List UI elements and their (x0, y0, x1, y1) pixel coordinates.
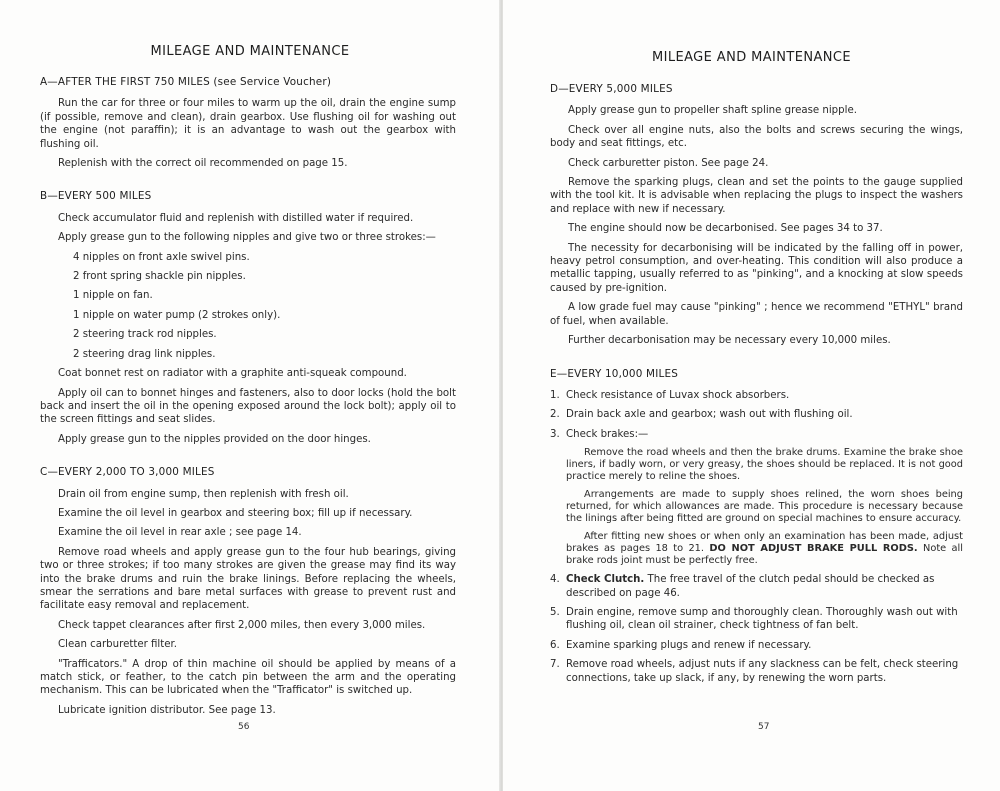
nipple-item: 2 front spring shackle pin nipples. (73, 271, 246, 283)
brake-warning: DO NOT ADJUST BRAKE PULL RODS. (709, 543, 918, 555)
paragraph: Apply oil can to bonnet hinges and fasteners, also to door locks (hold the bolt back and insert the oil in the opening exposed around the lock bolt); apply oil to the screen fittings and seat slides. (40, 387, 456, 426)
left-page-body (40, 76, 456, 717)
item-number: 4. (550, 574, 560, 586)
nipple-item: 1 nipple on fan. (73, 290, 153, 302)
paragraph: Remove the sparking plugs, clean and set the points to the gauge supplied with the tool kit. It is advisable when replacing the plugs to inspect the washers and replace with new if necessary. (550, 177, 963, 215)
right-page (503, 0, 1000, 791)
paragraph: Examine the oil level in gearbox and steering box; fill up if necessary. (58, 507, 413, 519)
section-heading-a: A—AFTER THE FIRST 750 MILES (see Service Voucher) (40, 76, 332, 88)
paragraph: The engine should now be decarbonised. See pages 34 to 37. (568, 223, 883, 235)
page-number: 56 (238, 722, 250, 732)
paragraph: Drain oil from engine sump, then replenish with fresh oil. (58, 488, 349, 500)
item-number: 3. (550, 428, 560, 440)
section-heading-d: D—EVERY 5,000 MILES (550, 83, 673, 95)
list-item (550, 573, 963, 600)
nipple-item: 2 steering drag link nipples. (73, 348, 216, 360)
page-number: 57 (758, 722, 770, 732)
item-text: Examine sparking plugs and renew if necessary. (566, 639, 812, 651)
item-text: Drain back axle and gearbox; wash out with flushing oil. (566, 409, 853, 421)
section-heading-e: E—EVERY 10,000 MILES (550, 367, 679, 380)
item-number: 6. (550, 639, 560, 651)
paragraph: Apply grease gun to propeller shaft spline grease nipple. (568, 105, 857, 117)
list-item (550, 408, 963, 421)
item-title: Check Clutch. (566, 574, 645, 586)
item-text: Check brakes:— (566, 428, 649, 440)
paragraph: Replenish with the correct oil recommended on page 15. (58, 158, 348, 170)
paragraph: The necessity for decarbonising will be indicated by the falling off in power, heavy petrol consumption, and over-heating. This condition will also produce a metallic tapping, usually referred to as "pinking", and a knocking at slow speeds caused by pre-ignition. (550, 242, 963, 294)
paragraph: Examine the oil level in rear axle ; see page 14. (58, 527, 302, 539)
paragraph: A low grade fuel may cause "pinking" ; hence we recommend "ETHYL" brand of fuel, when available. (550, 302, 963, 327)
item-text: The free travel of the clutch pedal should be checked as described on page 46. (566, 574, 935, 599)
section-heading-b: B—EVERY 500 MILES (40, 190, 152, 203)
item-text: Check resistance of Luvax shock absorbers. (566, 389, 790, 401)
item-number: 2. (550, 409, 560, 421)
paragraph: Lubricate ignition distributor. See page 13. (58, 704, 276, 716)
paragraph: Check over all engine nuts, also the bolts and screws securing the wings, body and seat fittings, etc. (550, 124, 963, 150)
paragraph: Coat bonnet rest on radiator with a graphite anti-squeak compound. (58, 368, 407, 380)
section-heading-c: C—EVERY 2,000 TO 3,000 MILES (40, 466, 215, 479)
brake-note-text: Note all brake rods joint must be perfectly free. (566, 543, 963, 567)
list-item (550, 428, 963, 441)
right-page-body (550, 83, 963, 685)
paragraph: Remove road wheels and apply grease gun to the four hub bearings, giving two or three strokes; if too many strokes are given the grease may find its way into the brake drums and ruin the brake linings. Before replacing the wheels, smear the serrations and bare metal surfaces with grease to prevent rust and facilitate easy removal and replacement. (40, 546, 456, 612)
paragraph: Clean carburetter filter. (58, 639, 178, 651)
paragraph: Check carburetter piston. See page 24. (568, 157, 769, 169)
paragraph: Check accumulator fluid and replenish with distilled water if required. (58, 212, 414, 224)
item-number: 5. (550, 606, 560, 618)
paragraph: Apply grease gun to the following nipples and give two or three strokes:— (58, 232, 436, 244)
paragraph: Further decarbonisation may be necessary every 10,000 miles. (568, 335, 891, 347)
brake-note: Arrangements are made to supply shoes relined, the worn shoes being returned, for which allowances are made. This procedure is necessary because the linings after being fitted are ground on special machines to ensure accuracy. (566, 489, 963, 525)
item-number: 7. (550, 659, 560, 671)
brake-note: Remove the road wheels and then the brake drums. Examine the brake shoe liners, if badly worn, or very greasy, the shoes should be replaced. It is not good practice merely to reline the shoes. (566, 447, 963, 483)
nipple-item: 4 nipples on front axle swivel pins. (73, 251, 250, 263)
item-number: 1. (550, 389, 560, 401)
paragraph: Apply grease gun to the nipples provided on the door hinges. (58, 433, 371, 445)
paragraph: Check tappet clearances after first 2,000 miles, then every 3,000 miles. (58, 619, 426, 631)
item-text: Drain engine, remove sump and thoroughly clean. Thoroughly wash out with flushing oil, clean oil strainer, check tightness of fan belt. (566, 606, 958, 632)
list-item (550, 658, 963, 685)
list-item (550, 639, 963, 652)
list-item (550, 389, 963, 402)
page-title: MILEAGE AND MAINTENANCE (651, 50, 851, 65)
brake-note-text: After fitting new shoes or when only an examination has been made, adjust brakes as pages 18 to 21. (566, 531, 963, 555)
nipple-item: 2 steering track rod nipples. (73, 329, 217, 341)
brake-note (550, 531, 963, 567)
list-item (550, 606, 963, 633)
paragraph: "Trafficators." A drop of thin machine oil should be applied by means of a match stick, or feather, to the catch pin between the arm and the operating mechanism. This can be lubricated when the "Trafficator" is switched up. (40, 658, 456, 697)
page-title: MILEAGE AND MAINTENANCE (150, 44, 350, 59)
paragraph: Run the car for three or four miles to warm up the oil, drain the engine sump (if possible, remove and clean), drain gearbox. Use flushing oil for washing out the engine (not paraffin); it is an advantage to wash out the gearbox with flushing oil. (40, 98, 456, 150)
nipple-item: 1 nipple on water pump (2 strokes only). (73, 309, 281, 321)
item-text: Remove road wheels, adjust nuts if any slackness can be felt, check steering connections, take up slack, if any, by renewing the worn parts. (566, 659, 959, 684)
